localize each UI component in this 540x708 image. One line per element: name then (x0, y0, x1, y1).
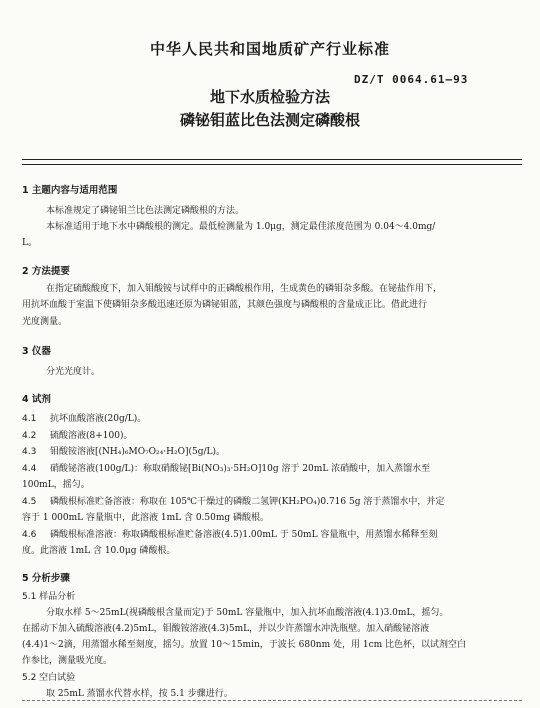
section-2-line-2: 用抗坏血酸于室温下使磷钼杂多酸迅速还原为磷铋钼蓝，其颜色强度与磷酸根的含量成正比。借此进行 (22, 300, 428, 310)
section-2-heading: 2 方法提要 (22, 266, 70, 277)
reagent-text: 硫酸溶液(8+100)。 (50, 431, 133, 441)
reagent-4-1 (22, 413, 146, 426)
section-2-line-1: 在指定硫酸酸度下，加入钼酸铵与试样中的正磷酸根作用，生成黄色的磷钼杂多酸。在铋盐作用下， (46, 284, 443, 294)
reagent-4-5 (22, 496, 444, 509)
section-5-1-heading: 5.1 样品分析 (22, 592, 76, 602)
section-1-paragraph-2: 本标准适用于地下水中磷酸根的测定。最低检测量为 1.0μg，测定最佳浓度范围为 0.04～4.0mg/ (46, 222, 436, 232)
section-5-2-heading: 5.2 空白试验 (22, 673, 76, 683)
section-5-2-line: 取 25mL 蒸馏水代替水样，按 5.1 步骤进行。 (46, 689, 233, 699)
document-title-line2: 磷铋钼蓝比色法测定磷酸根 (179, 111, 360, 129)
reagent-text: 抗坏血酸溶液(20g/L)。 (50, 414, 147, 424)
reagent-text: 磷酸根标准贮备溶液：称取在 105℃干燥过的磷酸二氢钾(KH₂PO₄)0.716 5g 溶于蒸馏水中，并定 (50, 497, 445, 507)
reagent-4-6-cont: 度。此溶液 1mL 含 10.0μg 磷酸根。 (22, 546, 176, 556)
reagent-text: 钼酸铵溶液[(NH₄)₆MO₇O₂₄·H₂O](5g/L)。 (50, 447, 225, 457)
header-rule-thin (22, 164, 522, 165)
section-5-heading: 5 分析步骤 (22, 573, 70, 584)
section-1-paragraph-2-cont: L。 (22, 238, 37, 248)
section-2-line-3: 光度测量。 (22, 317, 68, 327)
standard-title: 中华人民共和国地质矿产行业标准 (149, 40, 390, 58)
section-3-paragraph: 分光光度计。 (46, 367, 101, 377)
header-rule (22, 159, 522, 160)
reagent-4-4 (22, 463, 430, 476)
section-3-heading: 3 仪器 (22, 346, 51, 357)
reagent-number: 4.2 (22, 431, 37, 441)
standard-code: DZ/T 0064.61—93 (354, 73, 469, 86)
section-4-heading: 4 试剂 (22, 394, 51, 405)
reagent-4-5-cont: 容于 1 000mL 容量瓶中，此溶液 1mL 含 0.50mg 磷酸根。 (22, 513, 270, 523)
reagent-4-4-cont: 100mL，摇匀。 (22, 480, 90, 490)
section-1-heading: 1 主题内容与适用范围 (22, 185, 118, 196)
reagent-4-3 (22, 446, 225, 459)
section-1-paragraph-1: 本标准规定了磷铋钼兰比色法测定磷酸根的方法。 (46, 206, 245, 216)
reagent-number: 4.6 (22, 530, 37, 540)
reagent-number: 4.4 (22, 464, 37, 474)
section-5-1-line-3: (4.4)1～2滴，用蒸馏水稀至刻度，摇匀。放置 10～15min，于波长 680nm 处，用 1cm 比色杯，以试剂空白 (22, 640, 467, 650)
section-5-1-line-2: 在摇动下加入硫酸溶液(4.2)5mL，钼酸铵溶液(4.3)5mL，并以少许蒸馏水冲洗瓶壁。加入硝酸铋溶液 (22, 624, 430, 634)
reagent-number: 4.5 (22, 497, 37, 507)
reagent-text: 硝酸铋溶液(100g/L)：称取硝酸铋[Bi(NO₃)₃·5H₂O]10g 溶于 20mL 浓硝酸中，加入蒸馏水至 (50, 464, 431, 474)
reagent-number: 4.1 (22, 414, 37, 424)
document-title-line1: 地下水质检验方法 (209, 88, 330, 106)
reagent-4-6 (22, 529, 437, 542)
section-5-1-line-1: 分取水样 5～25mL(视磷酸根含量而定)于 50mL 容量瓶中，加入抗坏血酸溶液(4.1)3.0mL，摇匀。 (46, 608, 449, 618)
footer-divider (22, 700, 522, 701)
reagent-4-2 (22, 430, 132, 443)
reagent-number: 4.3 (22, 447, 37, 457)
reagent-text: 磷酸根标准溶液：称取磷酸根标准贮备溶液(4.5)1.00mL 于 50mL 容量瓶中，用蒸馏水稀释至刻 (50, 530, 438, 540)
section-5-1-line-4: 作参比，测量吸光度。 (22, 656, 113, 666)
